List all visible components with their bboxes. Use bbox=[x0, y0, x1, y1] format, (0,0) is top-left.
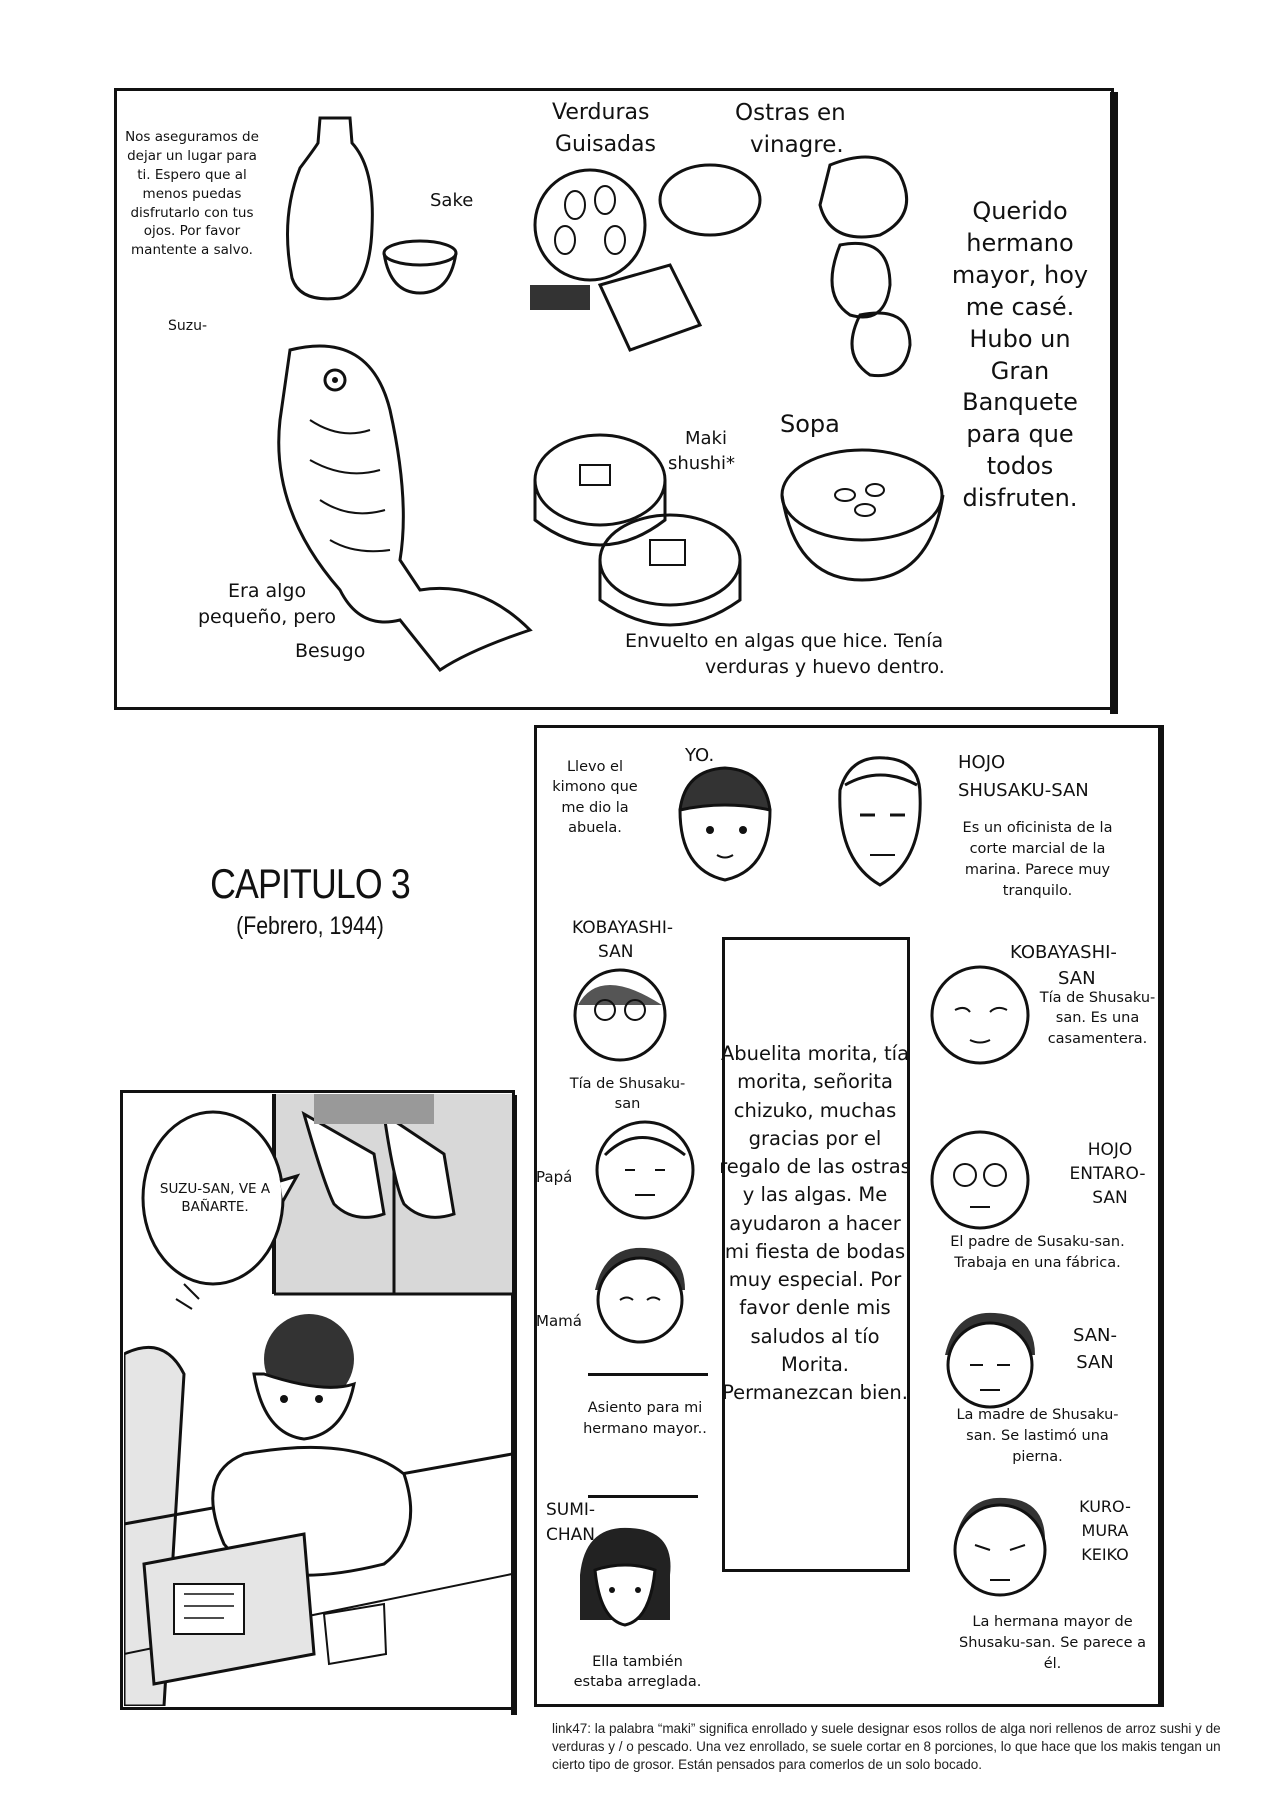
maki-label-1: Maki bbox=[685, 428, 727, 449]
top-panel-shadow bbox=[1110, 92, 1118, 714]
san-name-2: SAN bbox=[1076, 1352, 1114, 1373]
koba-right-desc: Tía de Shusaku-san. Es una casamentera. bbox=[1039, 990, 1156, 1047]
besugo-label: Besugo bbox=[295, 640, 366, 662]
ostras-label-2: vinagre. bbox=[750, 132, 844, 158]
kobayashi-left-portrait bbox=[570, 960, 670, 1070]
hojo-ent-desc: El padre de Susaku-san. Trabaja en una fábrica. bbox=[950, 1234, 1125, 1272]
hojo-shusaku-portrait bbox=[825, 750, 935, 895]
sumi-name-2: CHAN bbox=[546, 1525, 595, 1545]
chapter-title: CAPITULO 3 bbox=[210, 860, 410, 907]
envuelto-line-1: Envuelto en algas que hice. Tenía bbox=[625, 630, 944, 652]
kuro-name-2: MURA bbox=[1081, 1521, 1129, 1540]
kuro-desc: La hermana mayor de Shusaku-san. Se parece a él. bbox=[958, 1614, 1147, 1673]
koba-left-desc: Tía de Shusaku-san bbox=[569, 1076, 686, 1113]
signature-text: Suzu- bbox=[168, 318, 208, 334]
vegetables-drawing bbox=[520, 155, 770, 365]
san-san-portrait bbox=[935, 1305, 1045, 1415]
speech-text: SUZU-SAN, VE A BAÑARTE. bbox=[159, 1181, 271, 1216]
hojo-ent-name-2: ENTARO- bbox=[1069, 1164, 1146, 1184]
koba-right-name-2: SAN bbox=[1058, 968, 1096, 989]
kuro-name-3: KEIKO bbox=[1081, 1545, 1129, 1564]
san-name-1: SAN- bbox=[1072, 1325, 1118, 1346]
kuro-name-1: KURO- bbox=[1079, 1497, 1131, 1516]
querido-text: Querido hermano mayor, hoy me casé. Hubo un Gran Banquete para que todos disfruten. bbox=[951, 197, 1089, 513]
kobayashi-right-portrait bbox=[925, 960, 1035, 1070]
hojo-ent-name-1: HOJO bbox=[1087, 1140, 1133, 1160]
asiento-desc: Asiento para mi hermano mayor.. bbox=[583, 1400, 707, 1438]
yo-portrait bbox=[665, 760, 785, 890]
kuromura-keiko-portrait bbox=[945, 1490, 1055, 1605]
envuelto-line-2: verduras y huevo dentro. bbox=[705, 656, 945, 678]
right-panel-shadow bbox=[1158, 725, 1164, 1707]
koba-left-name-2: SAN bbox=[598, 942, 634, 962]
sopa-label: Sopa bbox=[780, 410, 840, 438]
maki-label-2: shushi* bbox=[668, 453, 735, 474]
mama-portrait bbox=[585, 1240, 695, 1350]
koba-right-name-1: KOBAYASHI- bbox=[1010, 942, 1117, 963]
hojo-entaro-portrait bbox=[925, 1125, 1035, 1235]
verduras-label-2: Guisadas bbox=[555, 132, 656, 157]
note-text: Nos aseguramos de dejar un lugar para ti. Espero que al menos puedas disfrutarlo con tus ojos. Por favor mantente a salvo. bbox=[125, 129, 259, 259]
yo-label: YO. bbox=[685, 745, 715, 766]
sumi-desc: Ella también estaba arreglada. bbox=[573, 1654, 702, 1691]
letter-text: Abuelita morita, tía morita, señorita chizuko, muchas gracias por el regalo de las ostras y las algas. Me ayudaron a hacer mi fiesta de bodas muy especial. Por favor denle mis saludos al tío Morita. Permanezcan bien. bbox=[719, 1042, 911, 1405]
papa-label: Papá bbox=[536, 1168, 573, 1186]
papa-portrait bbox=[590, 1115, 700, 1225]
verduras-label-1: Verduras bbox=[552, 100, 650, 125]
san-desc: La madre de Shusaku-san. Se lastimó una pierna. bbox=[956, 1407, 1119, 1466]
hojo-name-2: SHUSAKU-SAN bbox=[958, 780, 1089, 801]
soup-bowl-drawing bbox=[775, 440, 950, 590]
hojo-desc: Es un oficinista de la corte marcial de la marina. Parece muy tranquilo. bbox=[962, 820, 1113, 900]
mama-label: Mamá bbox=[536, 1312, 582, 1330]
hojo-name-1: HOJO bbox=[958, 752, 1006, 773]
footnote-text: link47: la palabra “maki” significa enrollado y suele designar esos rollos de alga nori rellenos de arroz sushi y de verduras y / o pescado. Una vez enrollado, se suele cortar en 8 porciones, lo que hace que los makis tengan un cierto tipo de grosor. Están pensados para comerlos de un solo bocado. bbox=[552, 1721, 1221, 1773]
oysters-drawing bbox=[790, 145, 940, 385]
yo-desc: Llevo el kimono que me dio la abuela. bbox=[552, 759, 638, 836]
hojo-ent-name-3: SAN bbox=[1092, 1188, 1128, 1208]
sake-label: Sake bbox=[430, 190, 474, 211]
sumi-name-1: SUMI- bbox=[546, 1500, 596, 1520]
era-label-2: pequeño, pero bbox=[198, 606, 337, 628]
koba-left-name-1: KOBAYASHI- bbox=[572, 918, 673, 938]
asiento-line-2 bbox=[588, 1495, 698, 1498]
ostras-label-1: Ostras en bbox=[735, 100, 846, 126]
chapter-subtitle: (Febrero, 1944) bbox=[236, 912, 384, 940]
era-label-1: Era algo bbox=[228, 580, 307, 602]
asiento-line bbox=[588, 1373, 708, 1376]
